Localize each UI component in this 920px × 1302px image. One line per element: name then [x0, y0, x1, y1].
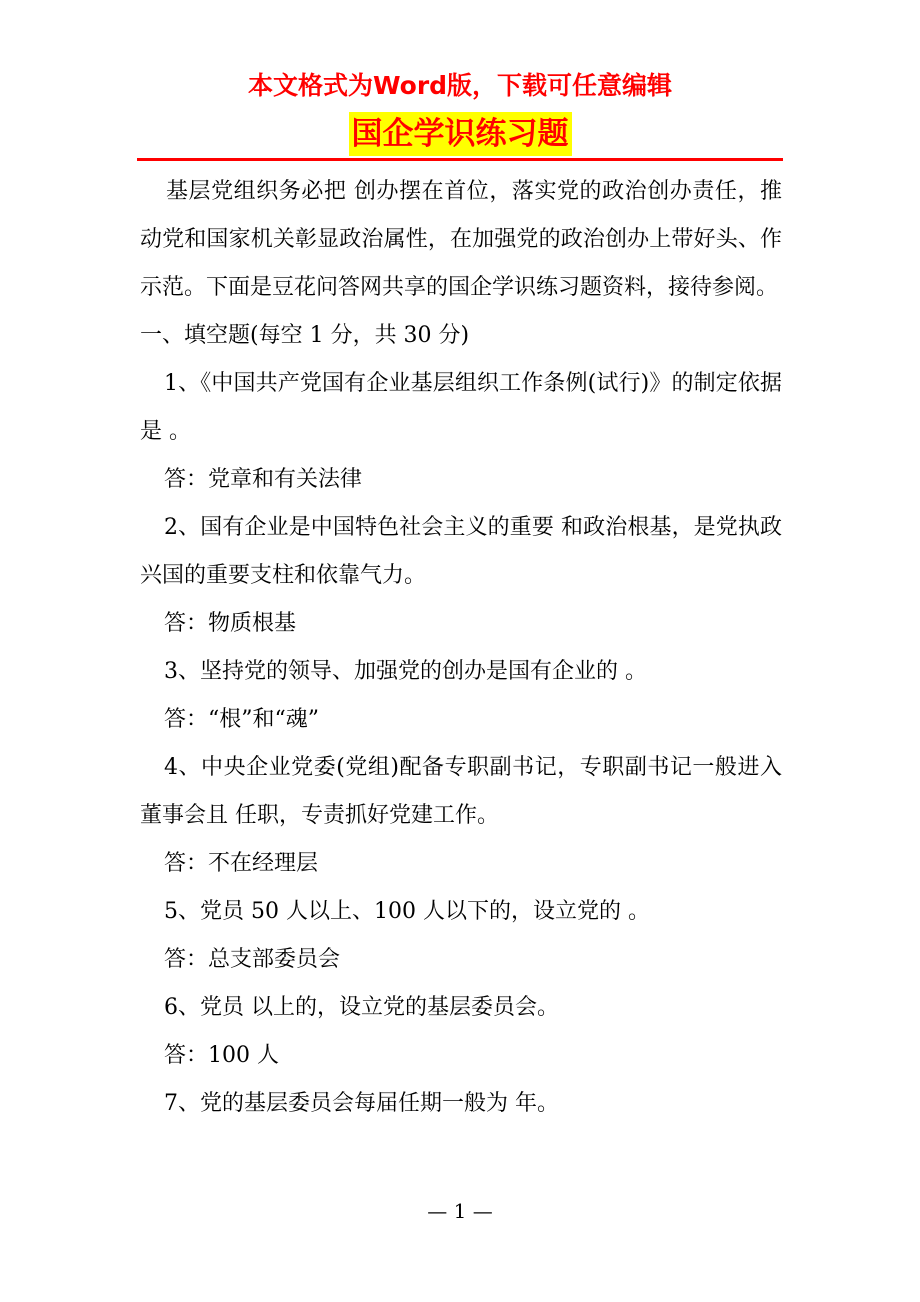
- page-title: 国企学识练习题: [349, 112, 572, 156]
- red-divider-line: [137, 158, 783, 161]
- question-4: 4、中央企业党委(党组)配备专职副书记，专职副书记一般进入董事会且 任职，专责抓好党建工作。: [140, 755, 782, 828]
- answer-3: 答：“根”和“魂”: [164, 707, 319, 732]
- question-2: 2、国有企业是中国特色社会主义的重要 和政治根基，是党执政兴国的重要支柱和依靠气力。: [140, 515, 782, 588]
- question-3: 3、坚持党的领导、加强党的创办是国有企业的 。: [164, 659, 647, 684]
- title-container: [0, 112, 920, 156]
- question-5: 5、党员 50 人以上、100 人以下的，设立党的 。: [164, 899, 650, 924]
- download-notice-banner: 本文格式为Word版，下载可任意编辑: [247, 71, 673, 100]
- question-1: 1、《中国共产党国有企业基层组织工作条例(试行)》的制定依据是 。: [140, 371, 782, 444]
- answer-6: 答：100 人: [164, 1043, 279, 1068]
- answer-5: 答：总支部委员会: [164, 947, 341, 972]
- answer-1: 答：党章和有关法律: [164, 467, 363, 492]
- question-6: 6、党员 以上的，设立党的基层委员会。: [164, 995, 559, 1020]
- page-number: — 1 —: [427, 1199, 493, 1223]
- section-heading: 一、填空题(每空 1 分，共 30 分): [140, 323, 470, 348]
- answer-4: 答：不在经理层: [164, 851, 319, 876]
- document-body: [140, 168, 782, 1128]
- intro-paragraph: 基层党组织务必把 创办摆在首位，落实党的政治创办责任，推动党和国家机关彰显政治属性，在加强党的政治创办上带好头、作示范。下面是豆花问答网共享的国企学识练习题资料，接待参阅。: [140, 179, 782, 300]
- question-7: 7、党的基层委员会每届任期一般为 年。: [164, 1091, 559, 1116]
- answer-2: 答：物质根基: [164, 611, 297, 636]
